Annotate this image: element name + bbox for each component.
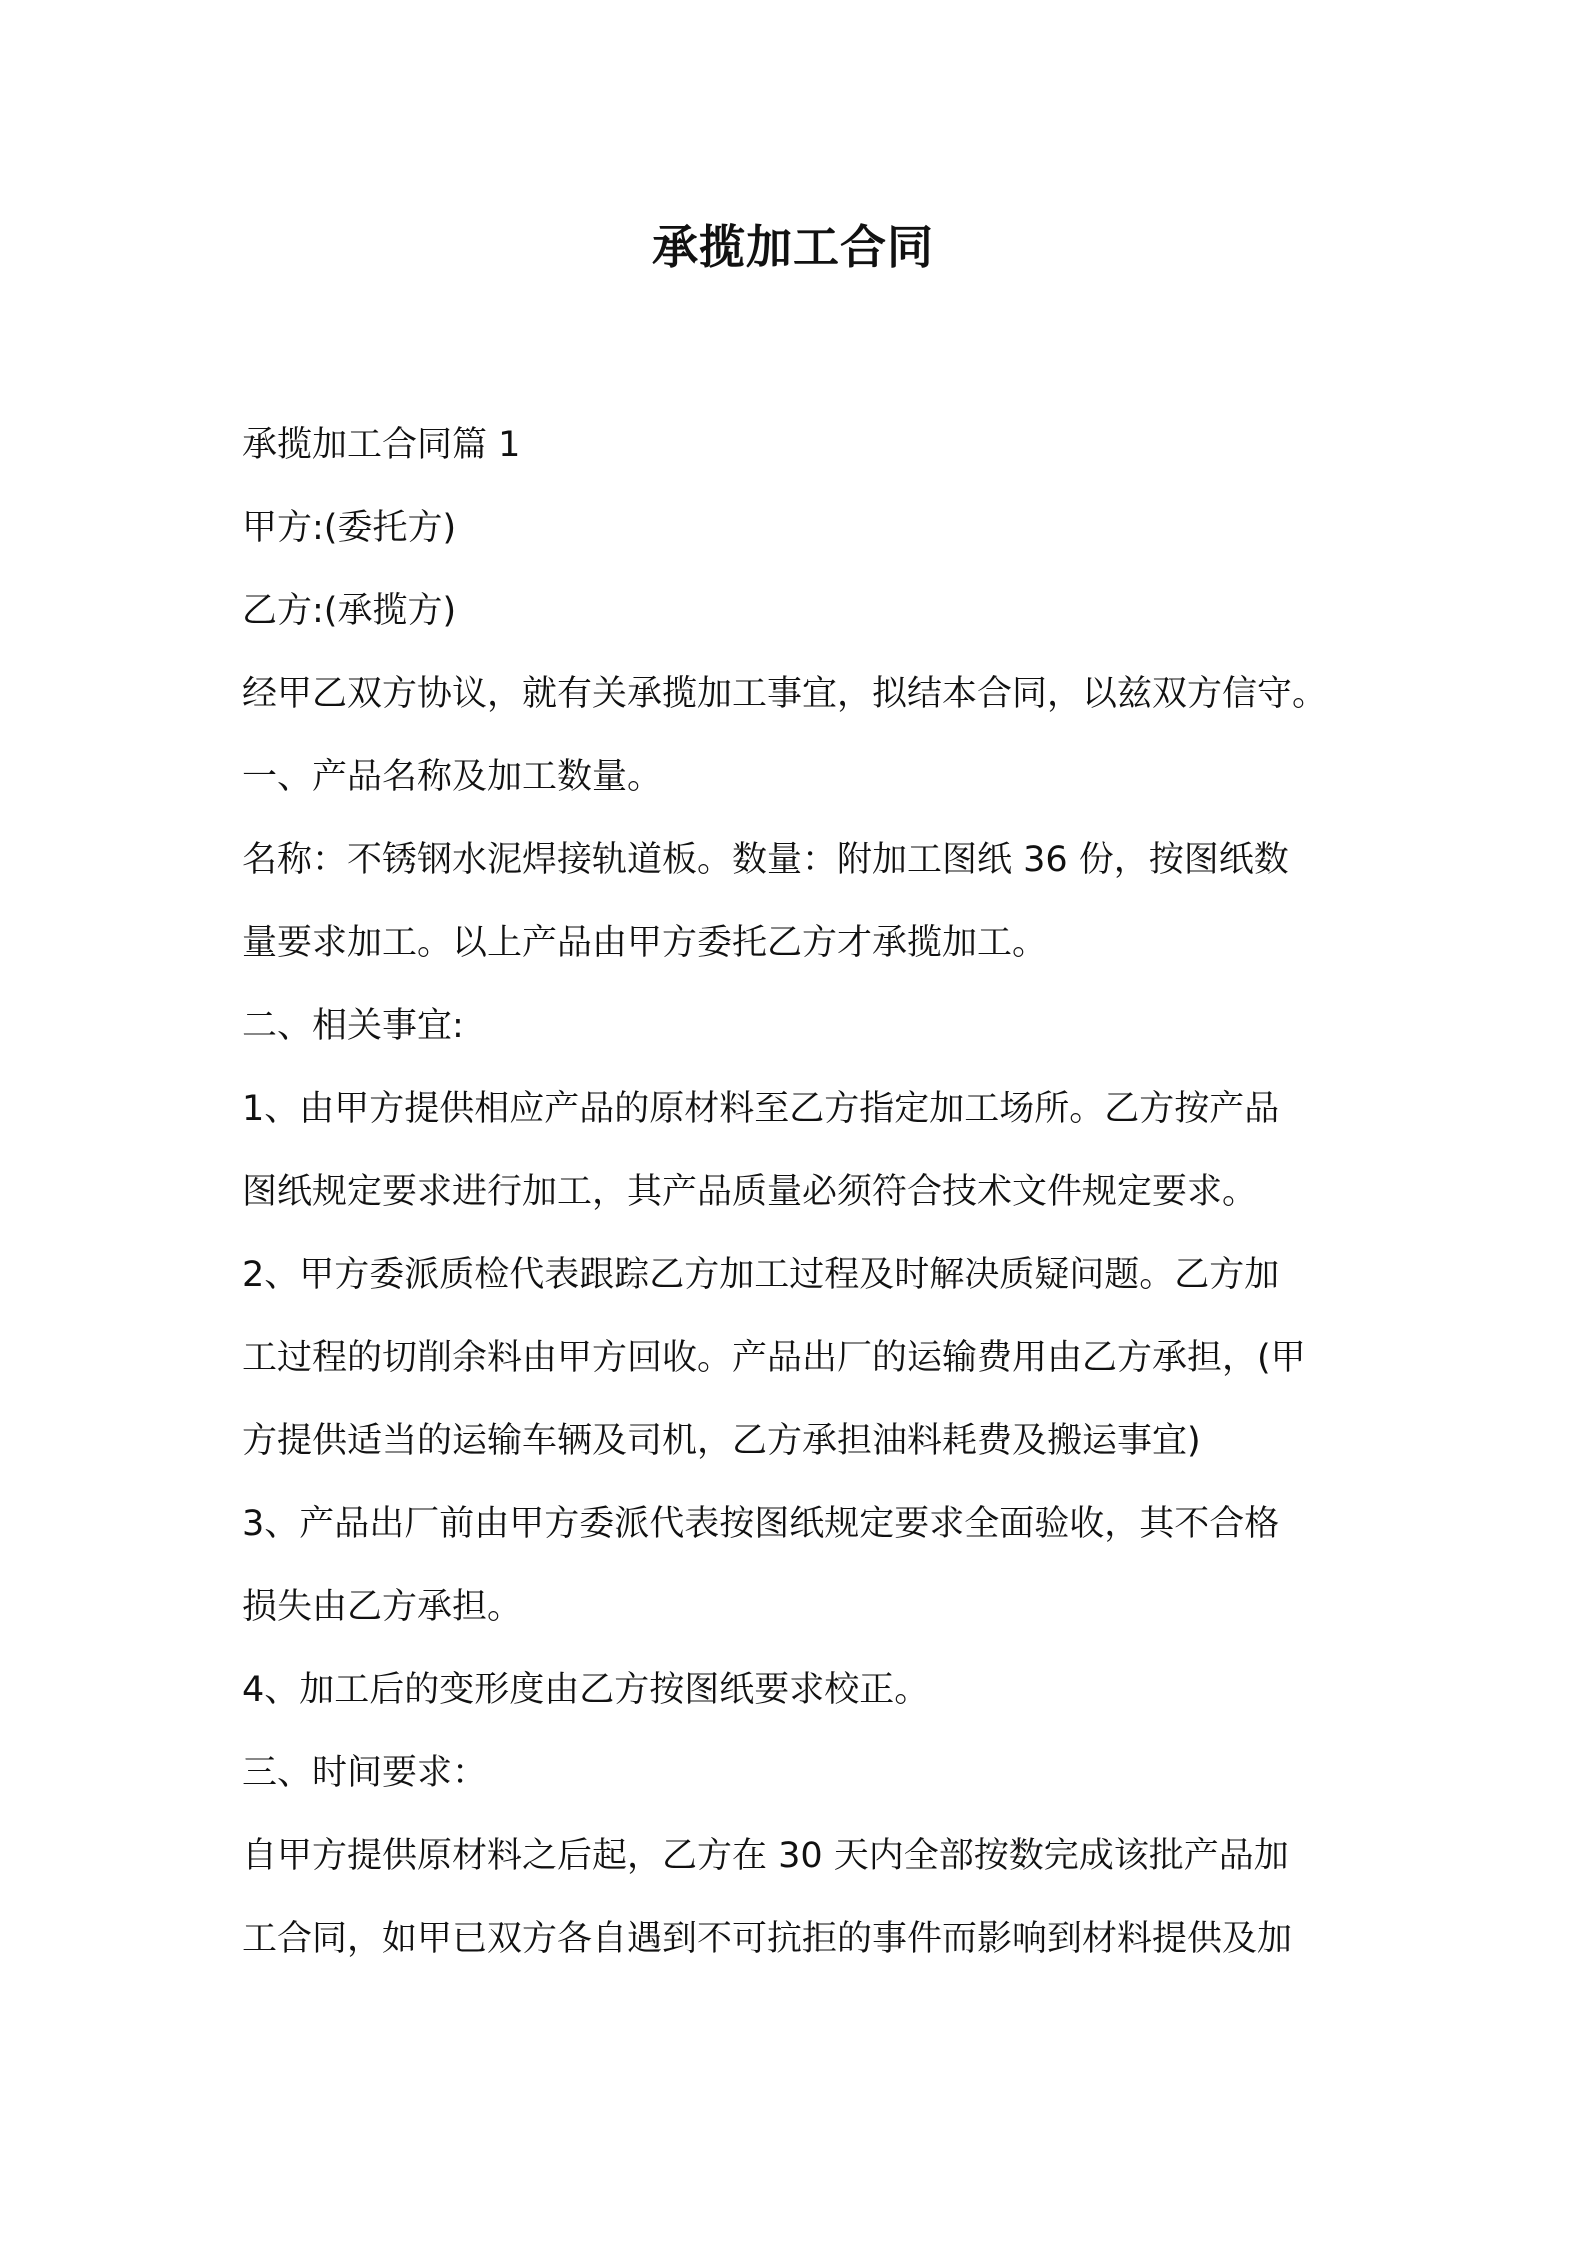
paragraph-line: 自甲方提供原材料之后起，乙方在 30 天内全部按数完成该批产品加 (242, 1836, 1289, 1876)
clause-heading: 二、相关事宜: (242, 1006, 464, 1046)
section-heading: 承揽加工合同篇 1 (242, 425, 521, 465)
paragraph-line: 3、产品出厂前由甲方委派代表按图纸规定要求全面验收，其不合格 (242, 1504, 1280, 1544)
clause-heading: 一、产品名称及加工数量。 (242, 757, 663, 797)
document-title: 承揽加工合同 (652, 220, 934, 274)
paragraph-line: 方提供适当的运输车辆及司机，乙方承担油料耗费及搬运事宜) (242, 1421, 1201, 1461)
paragraph-line: 损失由乙方承担。 (242, 1587, 523, 1627)
paragraph-line: 4、加工后的变形度由乙方按图纸要求校正。 (242, 1670, 930, 1710)
paragraph-line: 1、由甲方提供相应产品的原材料至乙方指定加工场所。乙方按产品 (242, 1089, 1280, 1129)
party-b-line: 乙方:(承揽方) (242, 591, 457, 631)
paragraph-line: 工合同，如甲已双方各自遇到不可抗拒的事件而影响到材料提供及加 (242, 1919, 1293, 1959)
paragraph-line: 名称：不锈钢水泥焊接轨道板。数量：附加工图纸 36 份，按图纸数 (242, 840, 1289, 880)
paragraph-line: 经甲乙双方协议，就有关承揽加工事宜，拟结本合同，以兹双方信守。 (242, 674, 1328, 714)
paragraph-line: 图纸规定要求进行加工，其产品质量必须符合技术文件规定要求。 (242, 1172, 1258, 1212)
clause-heading: 三、时间要求： (242, 1753, 488, 1793)
paragraph-line: 2、甲方委派质检代表跟踪乙方加工过程及时解决质疑问题。乙方加 (242, 1255, 1280, 1295)
party-a-line: 甲方:(委托方) (242, 508, 457, 548)
paragraph-line: 工过程的切削余料由甲方回收。产品出厂的运输费用由乙方承担，(甲 (242, 1338, 1306, 1378)
paragraph-line: 量要求加工。以上产品由甲方委托乙方才承揽加工。 (242, 923, 1048, 963)
document-body (242, 404, 1362, 1981)
